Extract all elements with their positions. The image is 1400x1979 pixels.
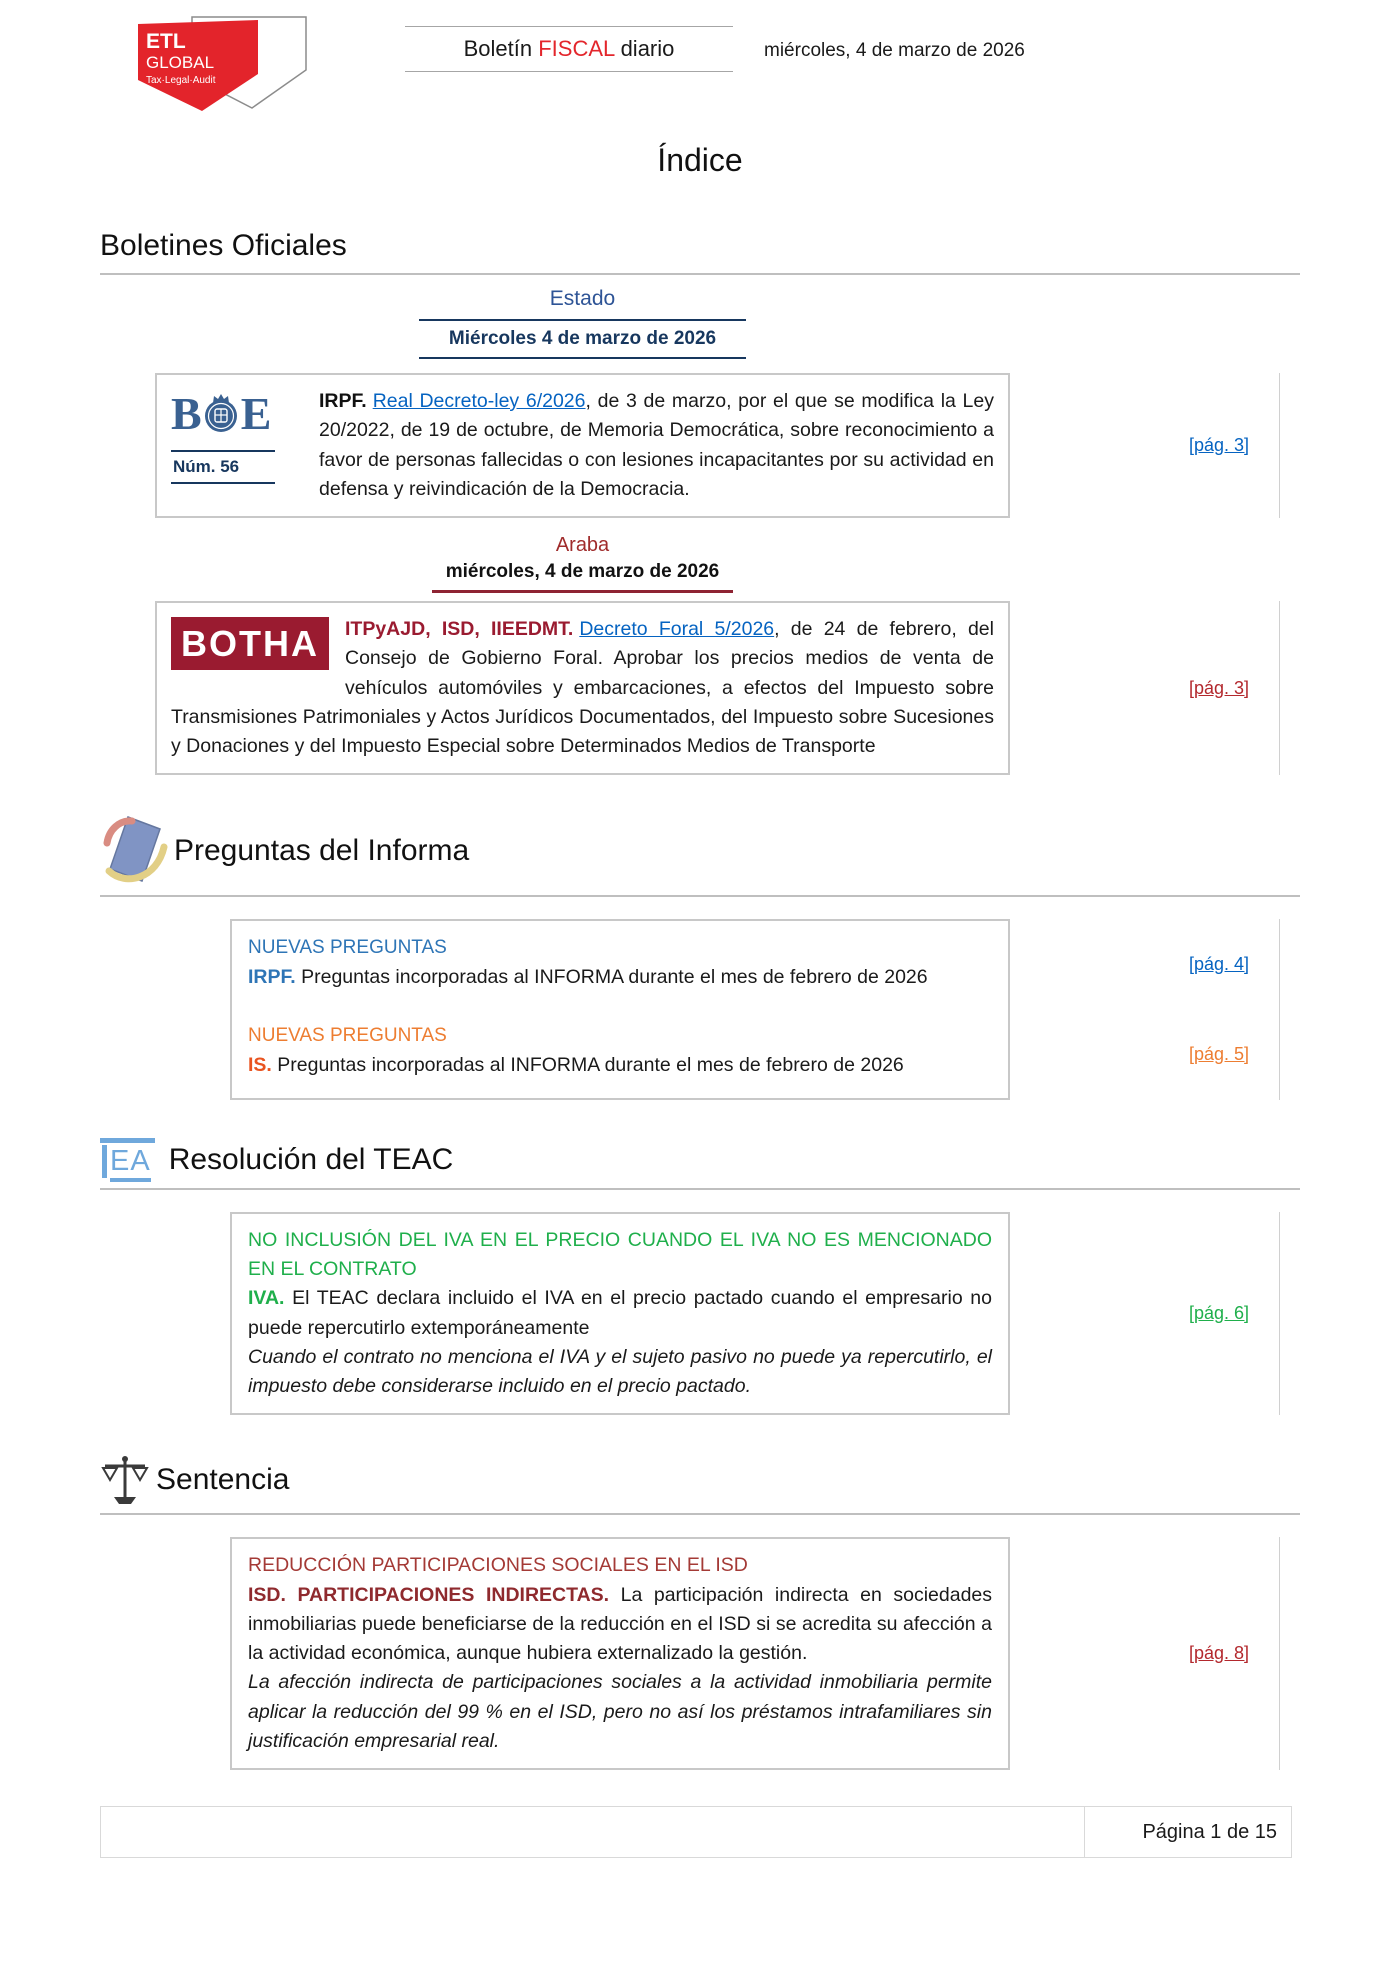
informa-is-tax: IS. [248, 1053, 272, 1076]
informa-title: Preguntas del Informa [174, 834, 470, 868]
informa-entry-row [230, 919, 1300, 1100]
estado-date-box: Miércoles 4 de marzo de 2026 [419, 319, 746, 359]
informa-irpf-body: Preguntas incorporadas al INFORMA durante el mes de febrero de 2026 [295, 966, 928, 989]
header-date: miércoles, 4 de marzo de 2026 [764, 40, 1025, 61]
etl-logo-line1: ETL [146, 30, 186, 53]
page-indicator: Página 1 de 15 [1142, 1820, 1277, 1843]
boe-entry-body: , de 3 de marzo, por el que se modifica la Ley 20/2022, de 19 de octubre, de Memoria Democrática, sobre reconocimiento a favor de personas fallecidas o con lesiones incapacitantes por su actividad en defensa y reivindicación de la Democracia. [319, 390, 994, 500]
botha-page-link-cell [1010, 601, 1280, 775]
botha-entry-box [155, 601, 1010, 775]
aeat-logo-icon [100, 813, 168, 889]
botha-entry-row [155, 601, 1300, 775]
page-footer [100, 1806, 1292, 1858]
region-araba-heading: Araba [555, 534, 610, 556]
teac-entry-box [230, 1212, 1010, 1416]
sentencia-page-link-cell [1010, 1537, 1280, 1770]
boe-logo-letter-e: E [240, 388, 271, 439]
botha-page-link[interactable]: [pág. 3] [1188, 677, 1249, 698]
tea-logo-letters: EA [110, 1145, 151, 1182]
informa-entry-irpf [248, 937, 992, 992]
informa-is-text [248, 1051, 992, 1080]
sentencia-entry-summary: La afección indirecta de participaciones sociales a la actividad inmobiliaria permite aplicar la reducción del 99 % en el ISD, pero no así los préstamos intrafamiliares sin justificación empresarial real. [248, 1671, 992, 1752]
informa-entry-is [248, 1025, 992, 1080]
header [100, 0, 1300, 108]
sentencia-entry-box [230, 1537, 1010, 1770]
sentencia-page-link[interactable]: [pág. 8] [1188, 1643, 1249, 1664]
teac-tax-label: IVA. [248, 1287, 285, 1310]
masthead-pre: Boletín [463, 36, 539, 61]
page-title: Índice [657, 142, 743, 178]
teac-entry-heading: NO INCLUSIÓN DEL IVA EN EL PRECIO CUANDO EL IVA NO ES MENCIONADO EN EL CONTRATO [248, 1228, 992, 1280]
informa-page-link-cell [1010, 919, 1280, 1100]
boe-page-link-cell [1010, 373, 1280, 518]
boe-crest-icon [202, 393, 240, 435]
sentencia-entry-text [248, 1581, 992, 1669]
boe-document-link[interactable]: Real Decreto-ley 6/2026 [372, 390, 586, 412]
teac-entry-text [248, 1284, 992, 1343]
section-boletines-heading: Boletines Oficiales [100, 229, 1300, 275]
informa-is-page-link[interactable]: [pág. 5] [1188, 1044, 1249, 1065]
footer-left-cell [101, 1807, 1085, 1857]
etl-logo-line3: Tax·Legal·Audit [146, 75, 216, 86]
informa-irpf-text [248, 963, 992, 992]
teac-entry-row [230, 1212, 1300, 1416]
masthead-post: diario [614, 36, 675, 61]
boe-entry-box [155, 373, 1010, 518]
boe-entry-row [155, 373, 1300, 518]
scales-of-justice-icon [100, 1453, 150, 1507]
informa-irpf-header: NUEVAS PREGUNTAS [248, 937, 447, 959]
informa-is-link-cell [1010, 1010, 1279, 1100]
teac-page-link[interactable]: [pág. 6] [1188, 1303, 1249, 1323]
section-teac-heading [100, 1138, 1300, 1190]
tea-logo-icon [100, 1138, 155, 1182]
sentencia-tax-label: ISD. PARTICIPACIONES INDIRECTAS. [248, 1583, 610, 1606]
section-informa-heading [100, 813, 1300, 897]
tea-logo-stem [102, 1145, 107, 1178]
sentencia-title: Sentencia [156, 1463, 290, 1497]
boe-issue-number: Núm. 56 [171, 450, 275, 484]
section-sentencia-heading [100, 1453, 1300, 1515]
masthead-highlight: FISCAL [538, 36, 615, 61]
bulletin-masthead [405, 26, 733, 72]
etl-logo-line2: GLOBAL [146, 53, 215, 72]
estado-region-block [155, 287, 1010, 359]
boe-logo-letter-b: B [171, 388, 201, 439]
teac-page-link-cell [1010, 1212, 1280, 1416]
boe-entry-text [319, 387, 994, 504]
sentencia-entry-body: La participación indirecta en sociedades inmobiliarias puede beneficiarse de la reducción en el ISD si se acredita su afección a la actividad económica, aunque hubiera externalizado la gestión. [248, 1583, 993, 1664]
botha-tax-label: ITPyAJD, ISD, IIEEDMT. [345, 618, 574, 640]
boe-tax-label: IRPF. [319, 390, 367, 412]
informa-irpf-tax: IRPF. [248, 966, 296, 989]
informa-is-body: Preguntas incorporadas al INFORMA durante el mes de febrero de 2026 [271, 1053, 904, 1076]
informa-entry-box [230, 919, 1010, 1100]
botha-entry-body: , de 24 de febrero, del Consejo de Gobierno Foral. Aprobar los precios medios de venta de vehículos automóviles y embarcaciones, a efectos del Impuesto sobre Transmisiones Patrimoniales y Actos Jurídicos Documentados, del Impuesto sobre Sucesiones y Donaciones y del Impuesto Especial sobre Determinados Medios de Transporte [171, 618, 994, 757]
etl-global-logo [134, 14, 314, 119]
region-estado-heading: Estado [549, 287, 616, 310]
teac-entry-summary: Cuando el contrato no menciona el IVA y el sujeto pasivo no puede ya repercutirlo, el impuesto debe considerarse incluido en el precio pactado. [248, 1345, 992, 1397]
informa-irpf-link-cell [1010, 919, 1279, 1009]
teac-title: Resolución del TEAC [168, 1142, 454, 1176]
teac-entry-body: El TEAC declara incluido el IVA en el precio pactado cuando el empresario no puede repercutirlo extemporáneamente [248, 1287, 992, 1339]
araba-date: miércoles, 4 de marzo de 2026 [432, 559, 734, 593]
boe-logo [171, 387, 299, 440]
sentencia-entry-heading: REDUCCIÓN PARTICIPACIONES SOCIALES EN EL ISD [248, 1554, 748, 1577]
informa-irpf-page-link[interactable]: [pág. 4] [1188, 953, 1249, 974]
botha-logo: BOTHA [171, 617, 329, 670]
araba-region-block [155, 534, 1010, 593]
sentencia-entry-row [230, 1537, 1300, 1770]
boe-page-link[interactable]: [pág. 3] [1188, 435, 1249, 455]
boe-logo-cell [171, 387, 299, 504]
botha-document-link[interactable]: Decreto Foral 5/2026 [579, 618, 775, 640]
informa-is-header: NUEVAS PREGUNTAS [248, 1024, 447, 1046]
